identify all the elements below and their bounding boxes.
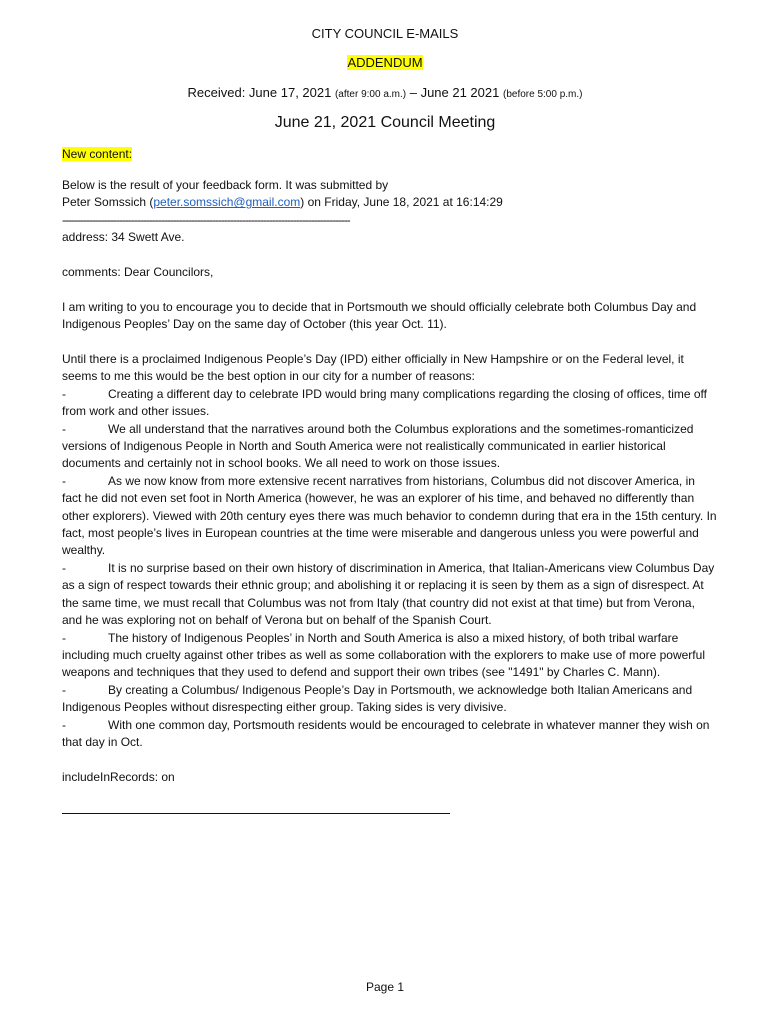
paragraph-2: Until there is a proclaimed Indigenous People’s Day (IPD) either officially in New Hampshire or on the Federal level, it seems to me this would be the best option in our city for a number of reasons: [62,352,684,384]
bullet-item: - The history of Indigenous Peoples’ in North and South America is also a mixed history, of both tribal warfare including much cruelty against other tribes as well as some collaboration with the explorers to make use of more powerful weapons and techniques that they used to defend and support their own tribes (see "1491" by Charles C. Mann). [62,630,705,680]
document-title: CITY COUNCIL E-MAILS [311,26,459,41]
page-number: Page 1 [365,980,405,994]
bullet-item: - By creating a Columbus/ Indigenous People’s Day in Portsmouth, we acknowledge both Italian Americans and Indigenous Peoples without disrespecting either group. Taking sides is very divisive. [62,682,693,715]
bullet-item: - As we now know from more extensive recent narratives from historians, Columbus did not discover America, in fact he did not even set foot in North America (however, he was an explorer of his time, and behaved no differently than other explorers). Viewed with 20th century eyes there was much behavior to condemn during that era in the 15th century. In fact, most people’s lives in European countries at the time were miserable and dangerous unless you were powerful and wealthy. [62,473,717,558]
intro-line: Below is the result of your feedback form. It was submitted by [62,178,389,192]
divider-rule [62,813,450,814]
bullet-item: - Creating a different day to celebrate IPD would bring many complications regarding the closing of offices, time off from work and other issues. [62,386,707,419]
paragraph-1: I am writing to you to encourage you to decide that in Portsmouth we should officially celebrate both Columbus Day and Indigenous Peoples’ Day on the same day of October (this year Oct. 11). [62,299,697,332]
separator-line: ------------------------------------------------------------------------------------------------ [62,212,350,227]
email-body [62,177,717,786]
bullet-item: - It is no surprise based on their own history of discrimination in America, that Italian-Americans view Columbus Day as a sign of respect towards their ethnic group; and abolishing it or replacing it is seen by them as a sign of disrespect. At the same time, we must recall that Columbus was not from Italy (that country did not exist at that time) but from Verona, and he was exploring not on behalf of Verona but on behalf of the Spanish Court. [62,560,715,628]
include-in-records: includeInRecords: on [62,769,175,784]
received-range: Received: June 17, 2021 (after 9:00 a.m.) – June 21 2021 (before 5:00 p.m.) [187,85,583,100]
comments-line: comments: Dear Councilors, [62,265,214,280]
meeting-title: June 21, 2021 Council Meeting [274,114,496,131]
bullet-item: - We all understand that the narratives around both the Columbus explorations and the sometimes-romanticized versions of Indigenous People in North and South America were not realistically communicated in earlier historical documents and certainly not in school books. We all need to work on those issues. [62,421,694,471]
submitter-line: Peter Somssich (peter.somssich@gmail.com) on Friday, June 18, 2021 at 16:14:29 [62,195,503,210]
bullet-item: - With one common day, Portsmouth residents would be encouraged to celebrate in whatever manner they wish on that day in Oct. [62,717,710,749]
email-link[interactable]: peter.somssich@gmail.com [153,195,301,210]
new-content-label: New content: [62,147,133,161]
address-line: address: 34 Swett Ave. [62,230,185,245]
addendum-label: ADDENDUM [347,55,423,70]
